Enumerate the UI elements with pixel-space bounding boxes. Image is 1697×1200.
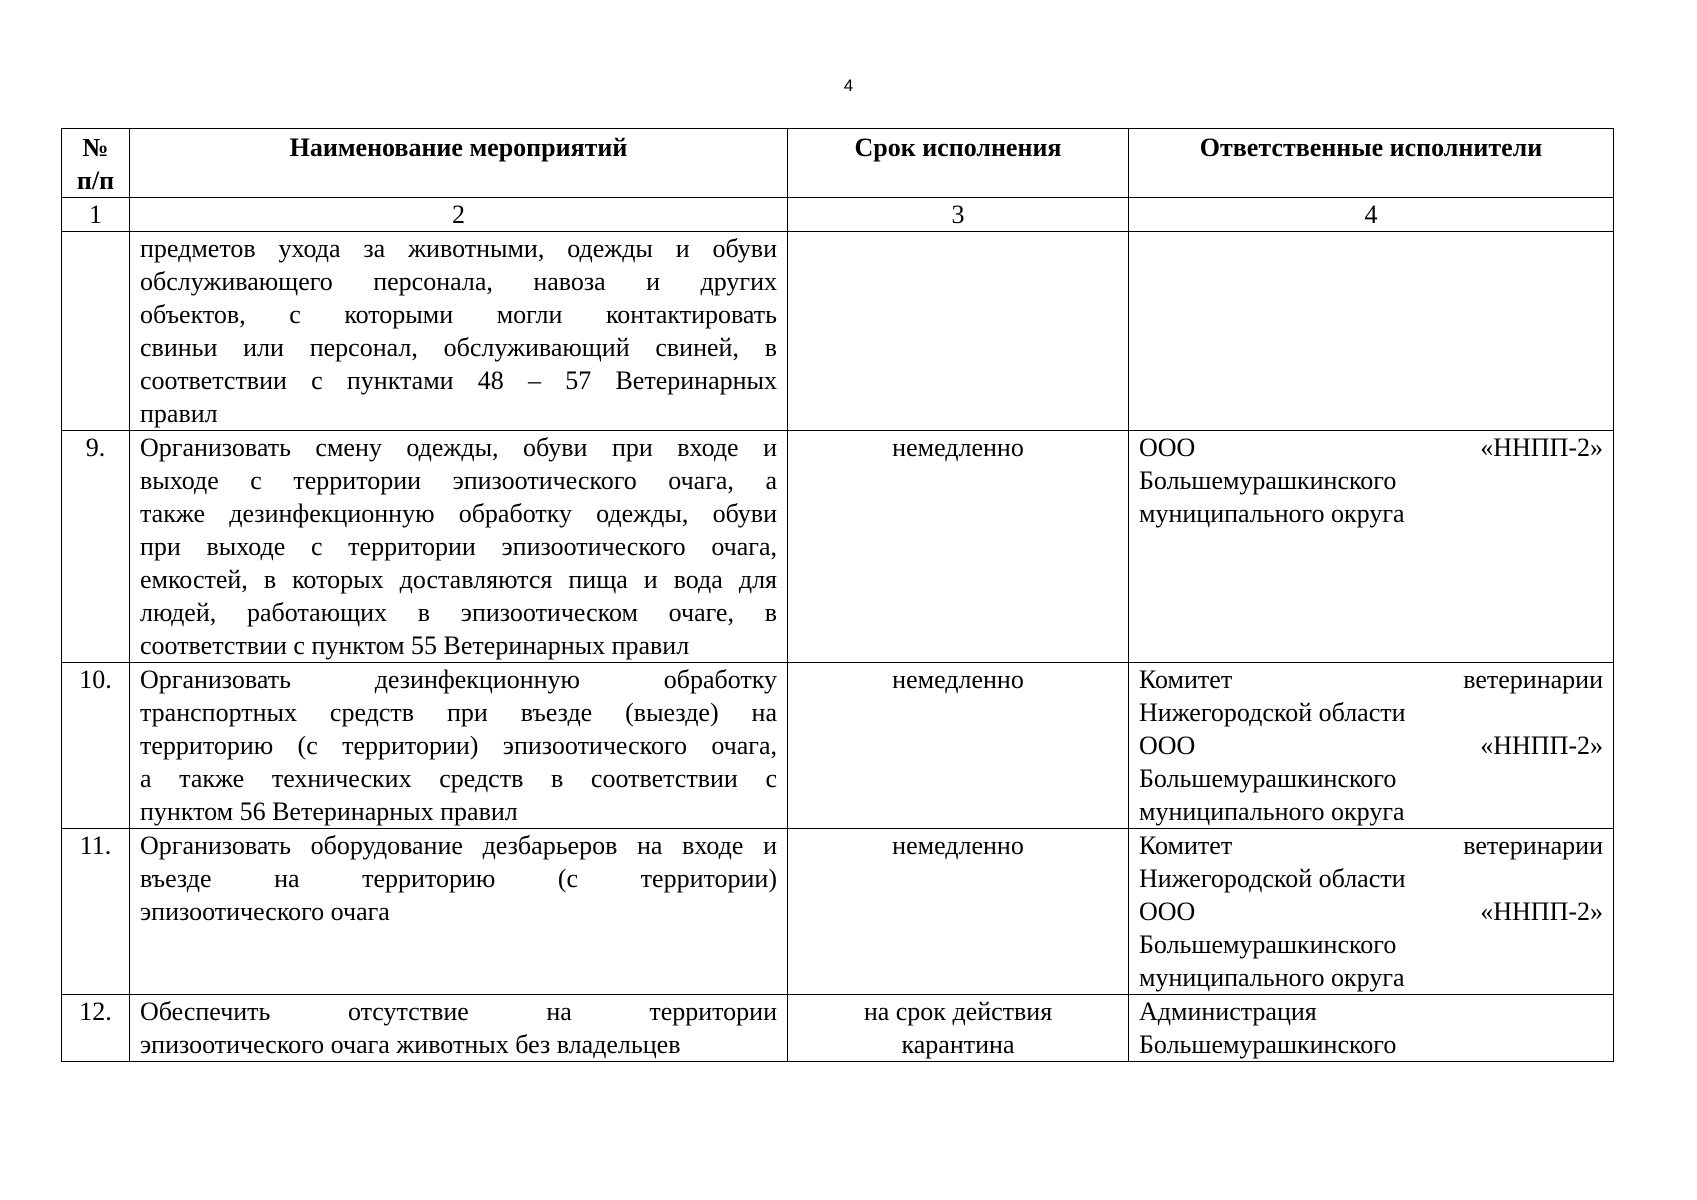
responsible	[1129, 232, 1614, 431]
row-number: 12.	[62, 995, 130, 1062]
responsible: Комитет ветеринарии Нижегородской области ООО «ННПП-2» Большемурашкинского муниципального округа	[1129, 829, 1614, 995]
table-row	[62, 431, 1614, 663]
responsible: ООО «ННПП-2» Большемурашкинского муниципального округа	[1129, 431, 1614, 663]
column-numbers-row	[62, 198, 1614, 232]
table-row	[62, 829, 1614, 995]
header-activity-name: Наименование мероприятий	[130, 129, 788, 198]
row-number: 11.	[62, 829, 130, 995]
table-row	[62, 663, 1614, 829]
table-header-row	[62, 129, 1614, 198]
deadline: немедленно	[788, 663, 1129, 829]
page-number: 4	[843, 76, 854, 95]
header-number: № п/п	[62, 129, 130, 198]
deadline: немедленно	[788, 431, 1129, 663]
activity-name: Организовать смену одежды, обуви при входе и выходе с территории эпизоотического очага, а также дезинфекционную обработку одежды, обуви при выходе с территории эпизоотического очага, емкостей, в которых доставляются пища и вода для людей, работающих в эпизоотическом очаге, в соответствии с пунктом 55 Ветеринарных правил	[130, 431, 788, 663]
table-row	[62, 232, 1614, 431]
header-responsible: Ответственные исполнители	[1129, 129, 1614, 198]
responsible: Администрация Большемурашкинского	[1129, 995, 1614, 1062]
deadline	[788, 232, 1129, 431]
deadline: немедленно	[788, 829, 1129, 995]
column-number: 1	[62, 198, 130, 232]
activity-name: Обеспечить отсутствие на территории эпизоотического очага животных без владельцев	[130, 995, 788, 1062]
row-number: 10.	[62, 663, 130, 829]
row-number	[62, 232, 130, 431]
header-deadline: Срок исполнения	[788, 129, 1129, 198]
column-number: 3	[788, 198, 1129, 232]
activity-name: Организовать оборудование дезбарьеров на входе и въезде на территорию (с территории) эпизоотического очага	[130, 829, 788, 995]
column-number: 2	[130, 198, 788, 232]
activities-table	[61, 128, 1614, 1062]
deadline: на срок действия карантина	[788, 995, 1129, 1062]
column-number: 4	[1129, 198, 1614, 232]
responsible: Комитет ветеринарии Нижегородской области ООО «ННПП-2» Большемурашкинского муниципального округа	[1129, 663, 1614, 829]
activity-name: Организовать дезинфекционную обработку транспортных средств при въезде (выезде) на территорию (с территории) эпизоотического очага, а также технических средств в соответствии с пунктом 56 Ветеринарных правил	[130, 663, 788, 829]
activity-name: предметов ухода за животными, одежды и обуви обслуживающего персонала, навоза и других объектов, с которыми могли контактировать свиньи или персонал, обслуживающий свиней, в соответствии с пунктами 48 – 57 Ветеринарных правил	[130, 232, 788, 431]
table-row	[62, 995, 1614, 1062]
row-number: 9.	[62, 431, 130, 663]
